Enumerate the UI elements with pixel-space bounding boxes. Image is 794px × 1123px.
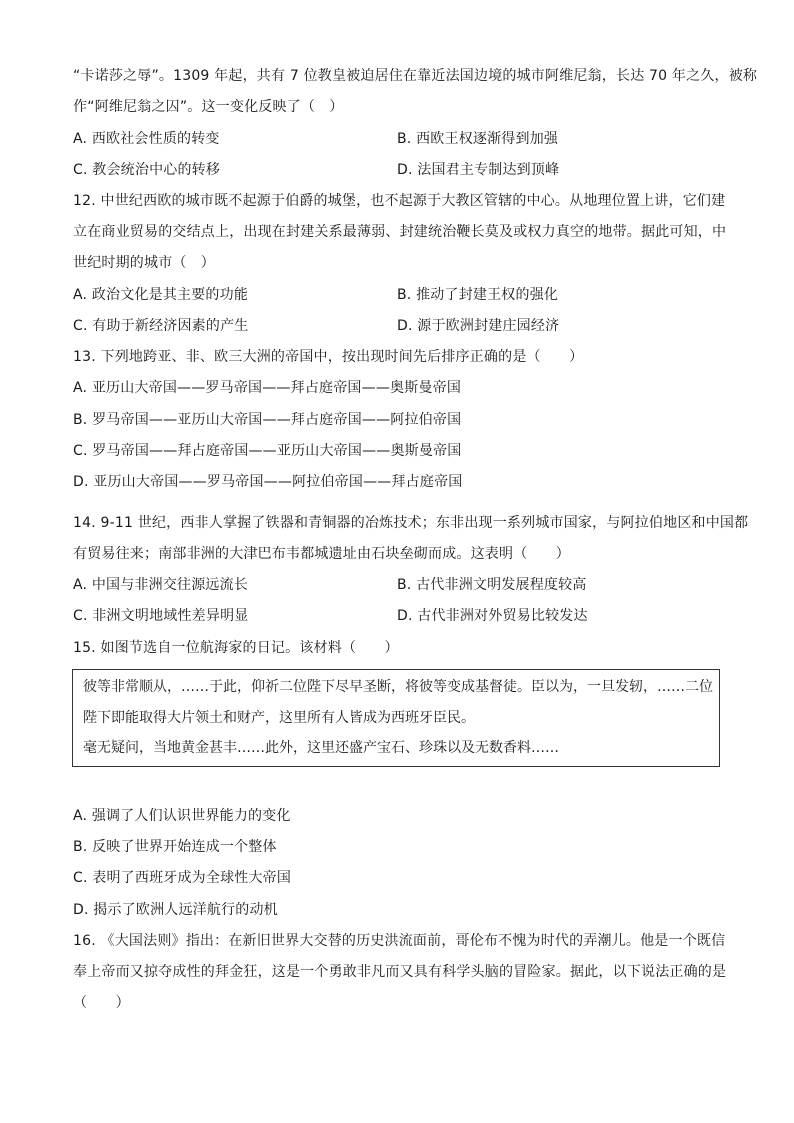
q16-stem-line-3: （ ） xyxy=(73,995,130,1011)
q12-stem-line-1: 12. 中世纪西欧的城市既不起源于伯爵的城堡，也不起源于大教区管辖的中心。从地理位置上讲，它们建 xyxy=(73,193,726,209)
q14-option-d: D. 古代非洲对外贸易比较发达 xyxy=(397,608,588,624)
q12-option-a: A. 政治文化是其主要的功能 xyxy=(73,287,249,303)
q13-option-b: B. 罗马帝国——亚历山大帝国——拜占庭帝国——阿拉伯帝国 xyxy=(73,412,462,428)
q15-option-a: A. 强调了人们认识世界能力的变化 xyxy=(73,808,291,824)
q14-option-b: B. 古代非洲文明发展程度较高 xyxy=(397,577,587,593)
q14-option-c: C. 非洲文明地域性差异明显 xyxy=(73,608,249,624)
q15-option-c: C. 表明了西班牙成为全球性大帝国 xyxy=(73,870,292,886)
q15-stem-line-1: 15. 如图节选自一位航海家的日记。该材料（ ） xyxy=(73,640,399,656)
q11-option-d: D. 法国君主专制达到顶峰 xyxy=(397,162,560,178)
q14-stem-line-2: 有贸易往来；南部非洲的大津巴布韦都城遗址由石块垒砌而成。这表明（ ） xyxy=(73,546,570,562)
q13-option-d: D. 亚历山大帝国——罗马帝国——阿拉伯帝国——拜占庭帝国 xyxy=(73,474,463,490)
q15-quote-line-2: 陛下即能取得大片领土和财产，这里所有人皆成为西班牙臣民。 xyxy=(83,710,475,726)
q11-option-b: B. 西欧王权逐渐得到加强 xyxy=(397,131,559,147)
q16-stem-line-1: 16. 《大国法则》指出：在新旧世界大交替的历史洪流面前，哥伦布不愧为时代的弄潮儿。他是一个既信 xyxy=(73,933,726,949)
q15-option-b: B. 反映了世界开始连成一个整体 xyxy=(73,839,277,855)
q15-quote-line-1: 彼等非常顺从，……于此，仰祈二位陛下尽早圣断，将彼等变成基督徒。臣以为，一旦发轫，……二位 xyxy=(83,679,713,695)
q12-stem-line-2: 立在商业贸易的交结点上，出现在封建关系最薄弱、封建统治鞭长莫及或权力真空的地带。据此可知，中 xyxy=(73,224,727,240)
q11-option-a: A. 西欧社会性质的转变 xyxy=(73,131,220,147)
q12-stem-line-3: 世纪时期的城市（ ） xyxy=(73,255,215,271)
q14-option-a: A. 中国与非洲交往源远流长 xyxy=(73,577,249,593)
q11-stem-line-2: 作“阿维尼翁之囚”。这一变化反映了（ ） xyxy=(73,99,344,115)
q15-quote-line-3: 毫无疑问，当地黄金甚丰……此外，这里还盛产宝石、珍珠以及无数香料…… xyxy=(83,740,559,756)
q14-stem-line-1: 14. 9-11 世纪，西非人掌握了铁器和青铜器的冶炼技术；东非出现一系列城市国家，与阿拉伯地区和中国都 xyxy=(73,515,749,531)
q12-option-c: C. 有助于新经济因素的产生 xyxy=(73,318,249,334)
q12-option-d: D. 源于欧洲封建庄园经济 xyxy=(397,318,560,334)
q15-option-d: D. 揭示了欧洲人远洋航行的动机 xyxy=(73,902,278,918)
q13-stem-line-1: 13. 下列地跨亚、非、欧三大洲的帝国中，按出现时间先后排序正确的是（ ） xyxy=(73,349,584,365)
q15-quote-box xyxy=(72,669,720,767)
q12-option-b: B. 推动了封建王权的强化 xyxy=(397,287,559,303)
q16-stem-line-2: 奉上帝而又掠夺成性的拜金狂，这是一个勇敢非凡而又具有科学头脑的冒险家。据此，以下说法正确的是 xyxy=(73,964,727,980)
q11-stem-line-1: “卡诺莎之辱”。1309 年起，共有 7 位教皇被迫居住在靠近法国边境的城市阿维尼翁，长达 70 年之久，被称 xyxy=(73,68,758,84)
q13-option-c: C. 罗马帝国——拜占庭帝国——亚历山大帝国——奥斯曼帝国 xyxy=(73,443,462,459)
q13-option-a: A. 亚历山大帝国——罗马帝国——拜占庭帝国——奥斯曼帝国 xyxy=(73,380,462,396)
q11-option-c: C. 教会统治中心的转移 xyxy=(73,162,221,178)
